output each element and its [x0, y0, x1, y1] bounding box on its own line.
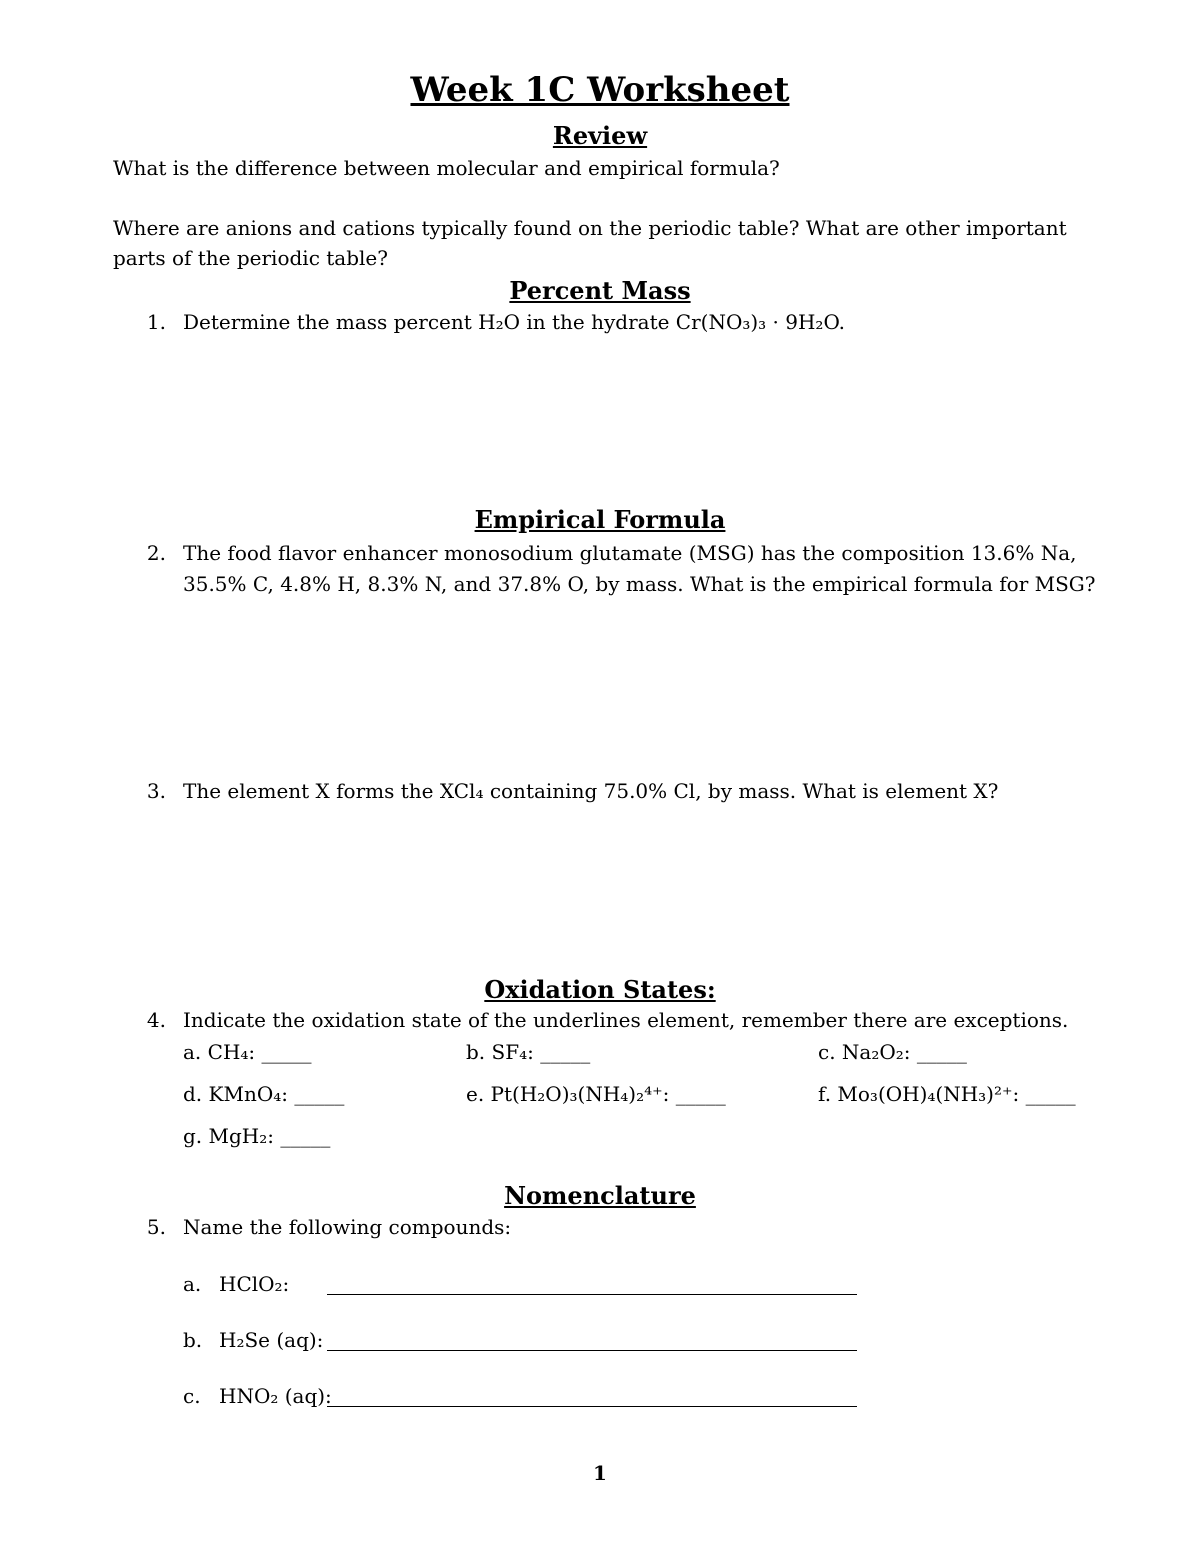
oxidation-item-d: d. KMnO₄: _____	[183, 1082, 345, 1106]
empirical-formula-heading: Empirical Formula	[474, 505, 726, 534]
answer-line-a[interactable]	[327, 1276, 857, 1299]
oxidation-states-heading: Oxidation States:	[484, 975, 716, 1004]
question-1-number: 1.	[146, 310, 166, 334]
nomenclature-item-b: H₂Se (aq):	[219, 1328, 324, 1352]
percent-mass-heading: Percent Mass	[509, 276, 691, 305]
review-question-2-line2: parts of the periodic table?	[113, 246, 388, 270]
review-question-2-line1: Where are anions and cations typically found on the periodic table? What are other important	[113, 216, 1067, 240]
question-2-number: 2.	[146, 541, 166, 565]
nomenclature-item-a: HClO₂:	[219, 1272, 290, 1296]
page-title: Week 1C Worksheet	[410, 70, 790, 110]
oxidation-item-f: f. Mo₃(OH)₄(NH₃)²⁺: _____	[818, 1082, 1076, 1106]
question-1-text: Determine the mass percent H₂O in the hydrate Cr(NO₃)₃ · 9H₂O.	[183, 310, 846, 334]
question-4-number: 4.	[146, 1008, 166, 1032]
question-5-text: Name the following compounds:	[183, 1215, 512, 1239]
question-3-text: The element X forms the XCl₄ containing 75.0% Cl, by mass. What is element X?	[183, 779, 999, 803]
oxidation-item-b: b. SF₄: _____	[466, 1040, 591, 1064]
oxidation-item-g: g. MgH₂: _____	[183, 1124, 331, 1148]
answer-line-c[interactable]	[327, 1388, 857, 1411]
nomenclature-letter-c: c.	[183, 1384, 201, 1408]
oxidation-item-c: c. Na₂O₂: _____	[818, 1040, 967, 1064]
question-3-number: 3.	[146, 779, 166, 803]
answer-line-b[interactable]	[327, 1332, 857, 1355]
nomenclature-heading: Nomenclature	[504, 1181, 696, 1210]
oxidation-item-a: a. CH₄: _____	[183, 1040, 312, 1064]
review-question-1: What is the difference between molecular and empirical formula?	[113, 156, 780, 180]
nomenclature-letter-b: b.	[183, 1328, 203, 1352]
question-2-line2: 35.5% C, 4.8% H, 8.3% N, and 37.8% O, by mass. What is the empirical formula for MSG?	[183, 572, 1096, 596]
review-heading: Review	[552, 121, 648, 150]
question-4-text: Indicate the oxidation state of the underlines element, remember there are exceptions.	[183, 1008, 1069, 1032]
question-5-number: 5.	[146, 1215, 166, 1239]
oxidation-item-e: e. Pt(H₂O)₃(NH₄)₂⁴⁺: _____	[466, 1082, 726, 1106]
page-number: 1	[593, 1461, 607, 1485]
nomenclature-letter-a: a.	[183, 1272, 202, 1296]
question-2-line1: The food flavor enhancer monosodium glutamate (MSG) has the composition 13.6% Na,	[183, 541, 1077, 565]
nomenclature-item-c: HNO₂ (aq):	[219, 1384, 332, 1408]
